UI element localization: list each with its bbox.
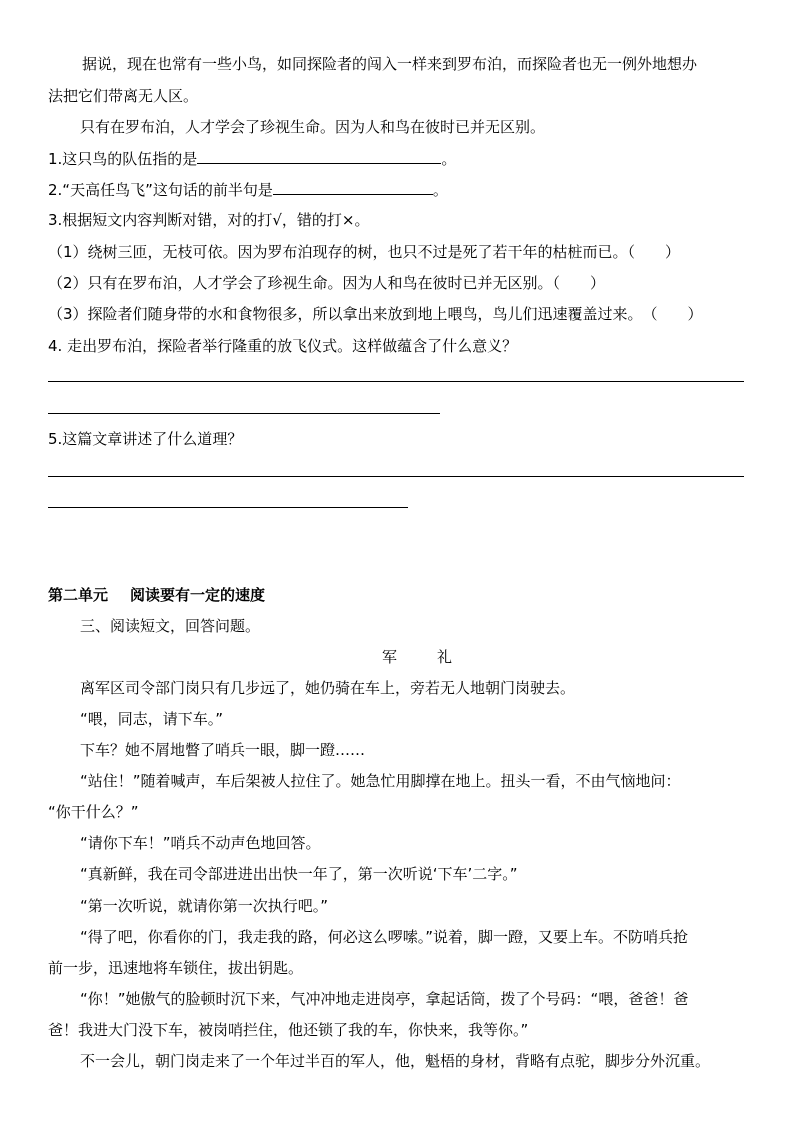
question-3-item-1[interactable]: （1）绕树三匝，无枝可依。因为罗布泊现存的树，也只不过是死了若干年的枯桩而已。（ ） [48, 243, 681, 261]
story-paragraph-6: “真新鲜，我在司令部进进出出快一年了，第一次听说‘下车’二字。” [80, 865, 518, 883]
story-title-char-1: 军 [382, 648, 398, 666]
question-2 [48, 179, 448, 200]
question-5-answer-line-1[interactable] [48, 476, 744, 477]
story-paragraph-1: 离军区司令部门岗只有几步远了，她仍骑在车上，旁若无人地朝门岗驶去。 [80, 679, 576, 697]
question-1-end: 。 [441, 150, 457, 168]
story-paragraph-10: 不一会儿，朝门岗走来了一个年过半百的军人，他，魁梧的身材，背略有点驼，脚步分外沉重。 [80, 1052, 711, 1070]
question-2-answer-blank[interactable] [273, 179, 433, 195]
story-title-char-2: 礼 [437, 648, 453, 666]
story-paragraph-2: “喂，同志，请下车。” [80, 710, 224, 728]
unit-heading-title: 阅读要有一定的速度 [130, 586, 266, 604]
story-paragraph-8-line-2: 前一步，迅速地将车锁住，拔出钥匙。 [48, 959, 304, 977]
question-5-answer-line-2[interactable] [48, 507, 408, 508]
unit-heading [48, 585, 265, 605]
story-paragraph-5: “请你下车！”哨兵不动声色地回答。 [80, 834, 321, 852]
question-2-text: 2.“天高任鸟飞”这句话的前半句是 [48, 181, 273, 199]
story-paragraph-7: “第一次听说，就请你第一次执行吧。” [80, 897, 329, 915]
question-4: 4. 走出罗布泊，探险者举行隆重的放飞仪式。这样做蕴含了什么意义？ [48, 337, 518, 355]
question-2-end: 。 [432, 181, 448, 199]
section-instruction: 三、阅读短文，回答问题。 [80, 617, 261, 635]
story-paragraph-8-line-1: “得了吧，你看你的门，我走我的路，何必这么啰嗦。”说着，脚一蹬，又要上车。不防哨兵抢 [80, 928, 689, 946]
question-4-answer-line-1[interactable] [48, 381, 744, 382]
question-3-item-2[interactable]: （2）只有在罗布泊，人才学会了珍视生命。因为人和鸟在彼时已并无区别。（ ） [48, 274, 606, 292]
question-1-text: 1.这只鸟的队伍指的是 [48, 150, 198, 168]
passage-paragraph-1-line-1: 据说，现在也常有一些小鸟，如同探险者的闯入一样来到罗布泊，而探险者也无一例外地想办 [82, 55, 698, 73]
question-4-answer-line-2[interactable] [48, 413, 440, 414]
question-1-answer-blank[interactable] [197, 148, 441, 164]
story-paragraph-4-line-1: “站住！”随着喊声，车后架被人拉住了。她急忙用脚撑在地上。扭头一看，不由气恼地问： [80, 772, 681, 790]
story-paragraph-3: 下车？她不屑地瞥了哨兵一眼，脚一蹬…… [80, 741, 366, 759]
story-paragraph-9-line-1: “你！”她傲气的脸顿时沉下来，气冲冲地走进岗亭，拿起话筒，拨了个号码：“喂，爸爸！爸 [80, 990, 689, 1008]
story-title [382, 647, 452, 667]
question-3-item-3[interactable]: （3）探险者们随身带的水和食物很多，所以拿出来放到地上喂鸟，鸟儿们迅速覆盖过来。 （ ） [48, 305, 703, 323]
question-5: 5.这篇文章讲述了什么道理？ [48, 430, 243, 448]
story-paragraph-9-line-2: 爸！我进大门没下车，被岗哨拦住，他还锁了我的车，你快来，我等你。” [48, 1021, 529, 1039]
unit-heading-number: 第二单元 [48, 586, 109, 604]
passage-paragraph-2: 只有在罗布泊，人才学会了珍视生命。因为人和鸟在彼时已并无区别。 [80, 118, 546, 136]
passage-paragraph-1-line-2: 法把它们带离无人区。 [48, 87, 199, 105]
story-paragraph-4-line-2: “你干什么？” [48, 803, 139, 821]
question-3: 3.根据短文内容判断对错，对的打√，错的打×。 [48, 211, 370, 229]
question-1 [48, 148, 456, 169]
